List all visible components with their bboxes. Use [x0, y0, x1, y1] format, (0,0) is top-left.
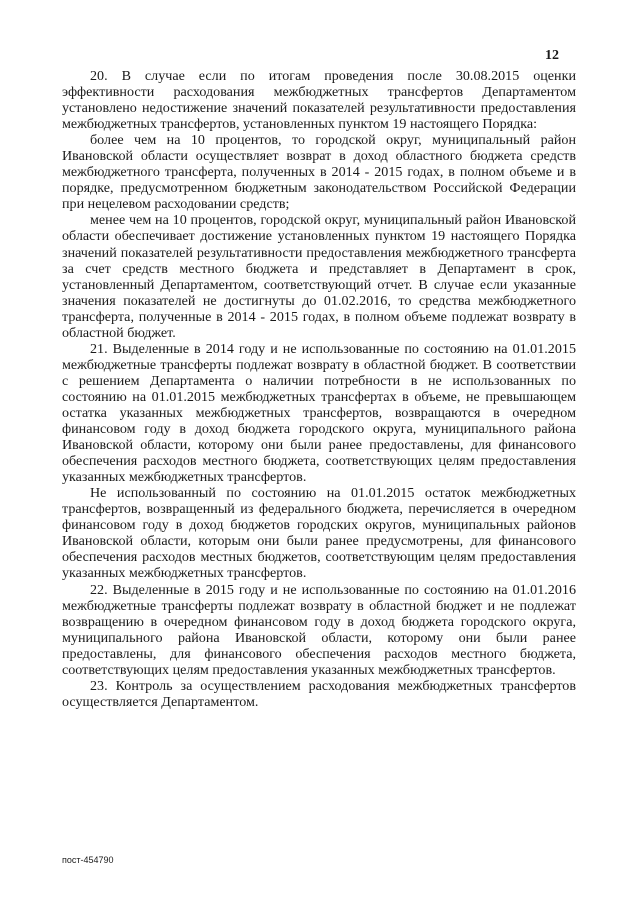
paragraph-22: 22. Выделенные в 2015 году и не использованные по состоянию на 01.01.2016 межбюджетные трансферты подлежат возврату в областной бюджет и не подлежат возвращению в очередном финансовом году в доход бюджета городского округа, муниципального района Ивановской области, которому они были ранее предоставлены, для финансового обеспечения расходов местного бюджета, соответствующих целям предоставления указанных межбюджетных трансфертов.: [62, 581, 576, 678]
paragraph-20: 20. В случае если по итогам проведения после 30.08.2015 оценки эффективности расходования межбюджетных трансфертов Департаментом установлено недостижение значений показателей результативности предоставления межбюджетных трансфертов, установленных пунктом 19 настоящего Порядка:: [62, 68, 576, 133]
paragraph-21: 21. Выделенные в 2014 году и не использованные по состоянию на 01.01.2015 межбюджетные трансферты подлежат возврату в областной бюджет. В соответствии с решением Департамента о наличии потребности в не использованных по состоянию на 01.01.2015 межбюджетных трансфертах в объеме, не превышающем остатка указанных межбюджетных трансфертов, возвращаются в очередном финансовом году в доход бюджета городского округа, муниципального района Ивановской области, которому они были ранее предоставлены, для финансового обеспечения расходов местного бюджета, соответствующих целям предоставления указанных межбюджетных трансфертов.: [62, 340, 576, 486]
page-number: 12: [545, 48, 559, 63]
paragraph-20-less-than: менее чем на 10 процентов, городской округ, муниципальный район Ивановской области обеспечивает достижение установленных пунктом 19 настоящего Порядка значений показателей результативности предоставления межбюджетного трансферта за счет средств местного бюджета и представляет в Департамент в срок, установленный Департаментом, соответствующий отчет. В случае если указанные значения показателей не достигнуты до 01.02.2016, то средства межбюджетного трансферта, полученные в 2014 - 2015 годах, в полном объеме подлежат возврату в областной бюджет.: [62, 212, 576, 341]
paragraph-23: 23. Контроль за осуществлением расходования межбюджетных трансфертов осуществляется Департаментом.: [62, 677, 576, 710]
document-body: [62, 68, 576, 710]
paragraph-20-more-than: более чем на 10 процентов, то городской округ, муниципальный район Ивановской области осуществляет возврат в доход областного бюджета средств межбюджетного трансферта, полученных в 2014 - 2015 годах, в полном объеме и в порядке, предусмотренном бюджетным законодательством Российской Федерации при нецелевом расходовании средств;: [62, 132, 576, 213]
footer-document-code: пост-454790: [62, 855, 114, 865]
paragraph-21-remainder: Не использованный по состоянию на 01.01.2015 остаток межбюджетных трансфертов, возвращенный из федерального бюджета, перечисляется в очередном финансовом году в доход бюджетов городских округов, муниципальных районов Ивановской области, которым они были ранее предусмотрены, для финансового обеспечения расходов местных бюджетов, соответствующим целям предоставления указанных межбюджетных трансфертов.: [62, 485, 576, 582]
